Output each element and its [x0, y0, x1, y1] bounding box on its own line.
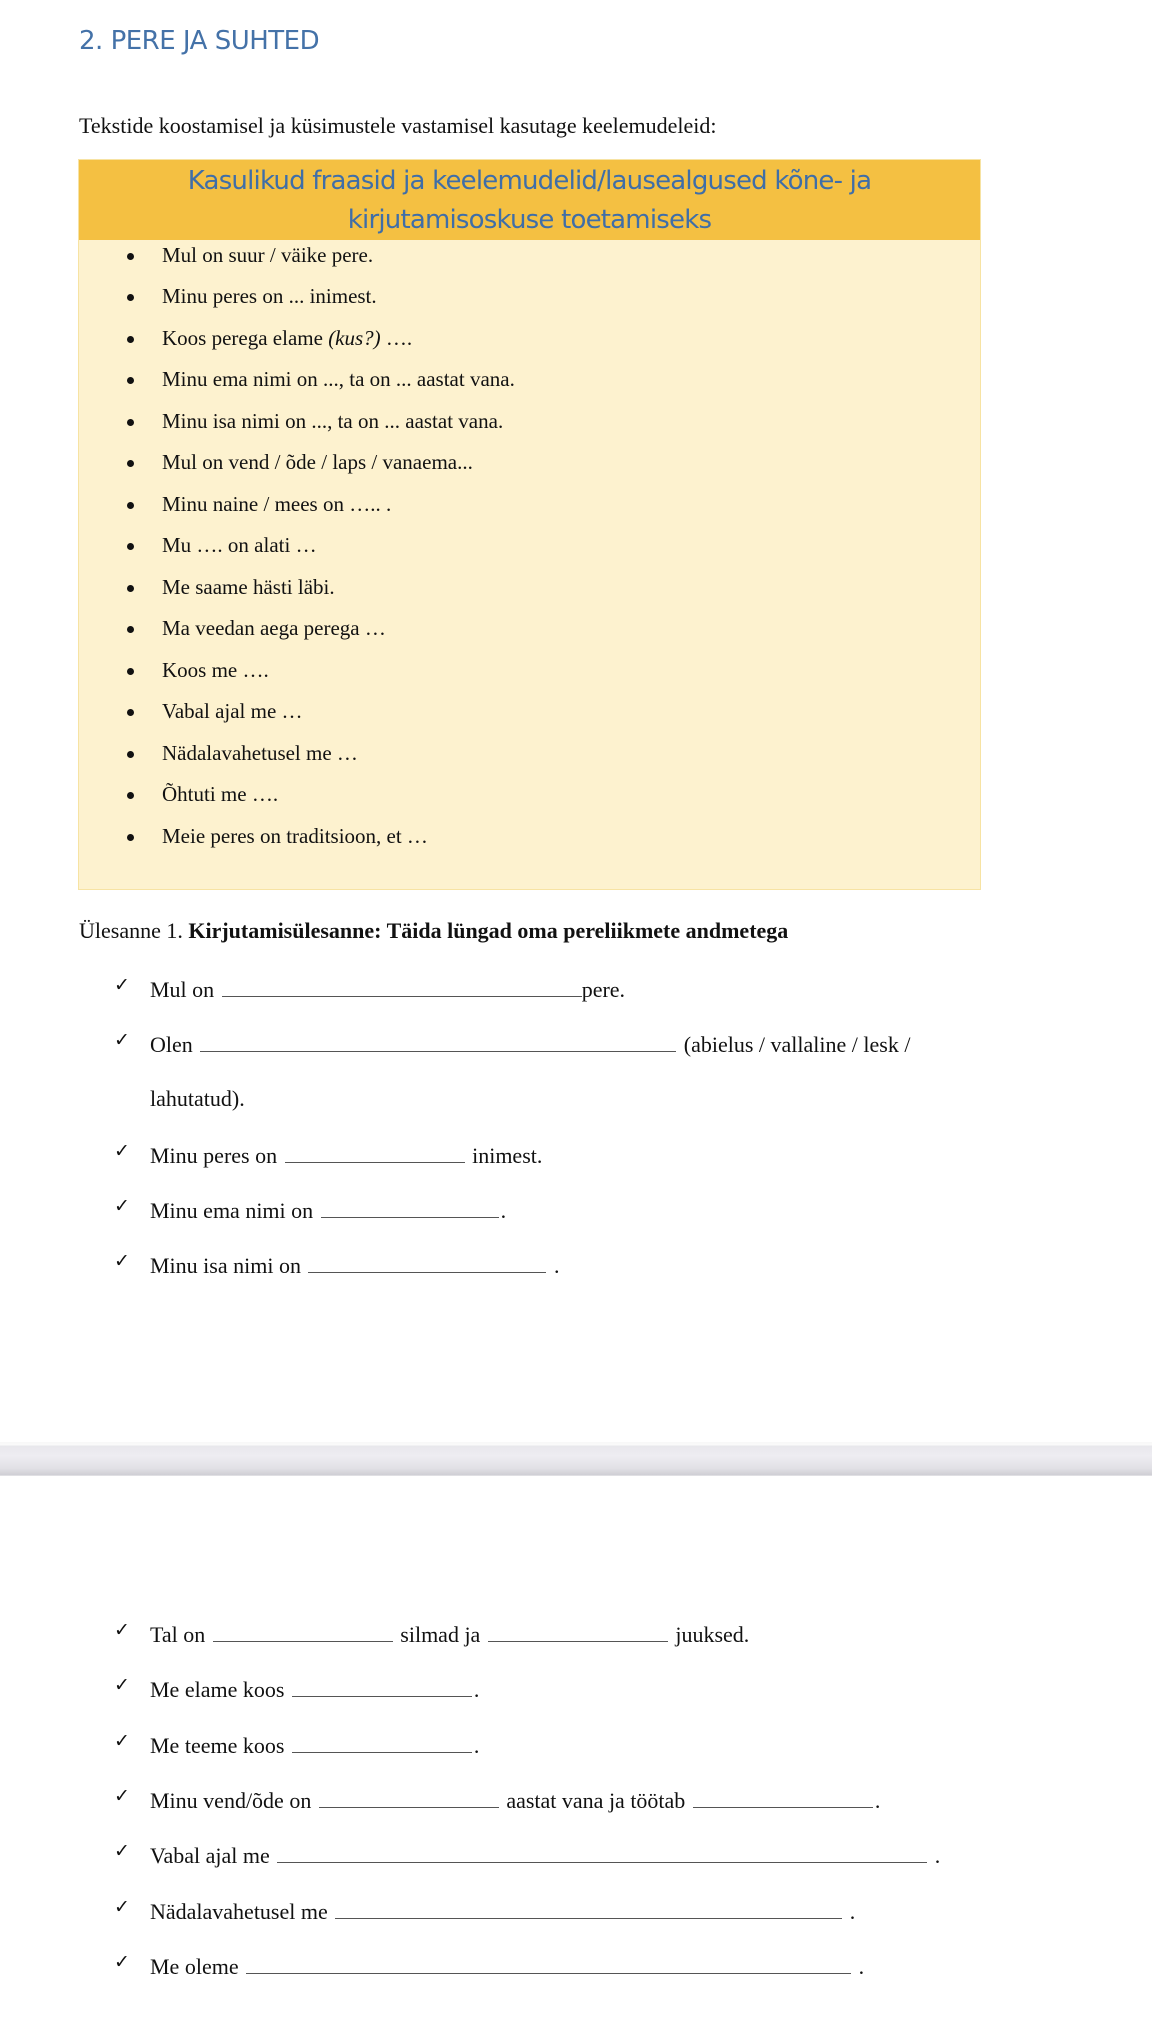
- phrase-box-header-line2: kirjutamisoskuse toetamiseks: [347, 205, 712, 235]
- blank-field[interactable]: [319, 1785, 499, 1808]
- bullet-icon: [127, 294, 134, 301]
- phrase-box: Kasulikud fraasid ja keelemudelid/lausealgused kõne- ja kirjutamisoskuse toetamiseks Mul on suur / väike pere. Minu peres on ... inimest. Koos perega elame (kus?) …. Minu ema nimi on ..., ta on ... aastat vana. Minu isa nimi on ..., ta on ... aastat vana. Mul on vend / õde / laps / vanaema... Minu naine / mees on ….. . Mu …. on alati … Me saame hästi läbi. Ma veedan aega perega … Koos me …. Vabal ajal me … Nädalavahetusel me … Õhtuti me …. Meie peres on traditsioon, et …: [78, 159, 981, 890]
- check-icon: ✓: [114, 1140, 130, 1162]
- check-icon: ✓: [114, 1730, 130, 1752]
- bullet-icon: [127, 709, 134, 716]
- bullet-icon: [127, 585, 134, 592]
- page-title: 2. PERE JA SUHTED: [79, 26, 320, 56]
- exercise-title: Kirjutamisülesanne: Täida lüngad oma pereliikmete andmetega: [188, 918, 789, 943]
- intro-text: Tekstide koostamisel ja küsimustele vastamisel kasutage keelemudeleid:: [79, 113, 717, 138]
- phrase-box-header: [79, 160, 980, 240]
- bullet-icon: [127, 751, 134, 758]
- blank-field[interactable]: [200, 1029, 676, 1052]
- blank-field[interactable]: [292, 1674, 472, 1697]
- blank-field[interactable]: [308, 1250, 546, 1273]
- check-icon: ✓: [114, 1619, 130, 1641]
- phrase-box-header-line1: Kasulikud fraasid ja keelemudelid/lausealgused kõne- ja: [187, 166, 872, 196]
- check-icon: ✓: [114, 1250, 130, 1272]
- blank-field[interactable]: [488, 1619, 668, 1642]
- blank-field[interactable]: [246, 1951, 851, 1974]
- blank-field[interactable]: [222, 974, 582, 997]
- page-break: [0, 1442, 1152, 1476]
- bullet-icon: [127, 543, 134, 550]
- bullet-icon: [127, 336, 134, 343]
- bullet-icon: [127, 253, 134, 260]
- exercise-label: Ülesanne 1.: [79, 918, 183, 943]
- bullet-icon: [127, 460, 134, 467]
- blank-field[interactable]: [321, 1195, 499, 1218]
- check-icon: ✓: [114, 974, 130, 996]
- check-icon: ✓: [114, 1195, 130, 1217]
- blank-field[interactable]: [277, 1840, 927, 1863]
- check-icon: ✓: [114, 1840, 130, 1862]
- exercise-heading: [79, 918, 788, 944]
- blank-field[interactable]: [285, 1140, 465, 1163]
- blank-field[interactable]: [213, 1619, 393, 1642]
- check-icon: ✓: [114, 1896, 130, 1918]
- bullet-icon: [127, 502, 134, 509]
- bullet-icon: [127, 419, 134, 426]
- bullet-icon: [127, 377, 134, 384]
- check-icon: ✓: [114, 1785, 130, 1807]
- check-icon: ✓: [114, 1951, 130, 1973]
- check-icon: ✓: [114, 1674, 130, 1696]
- bullet-icon: [127, 792, 134, 799]
- blank-field[interactable]: [335, 1896, 842, 1919]
- blank-field[interactable]: [292, 1730, 472, 1753]
- bullet-icon: [127, 626, 134, 633]
- bullet-icon: [127, 834, 134, 841]
- bullet-icon: [127, 668, 134, 675]
- check-icon: ✓: [114, 1029, 130, 1051]
- blank-field[interactable]: [693, 1785, 873, 1808]
